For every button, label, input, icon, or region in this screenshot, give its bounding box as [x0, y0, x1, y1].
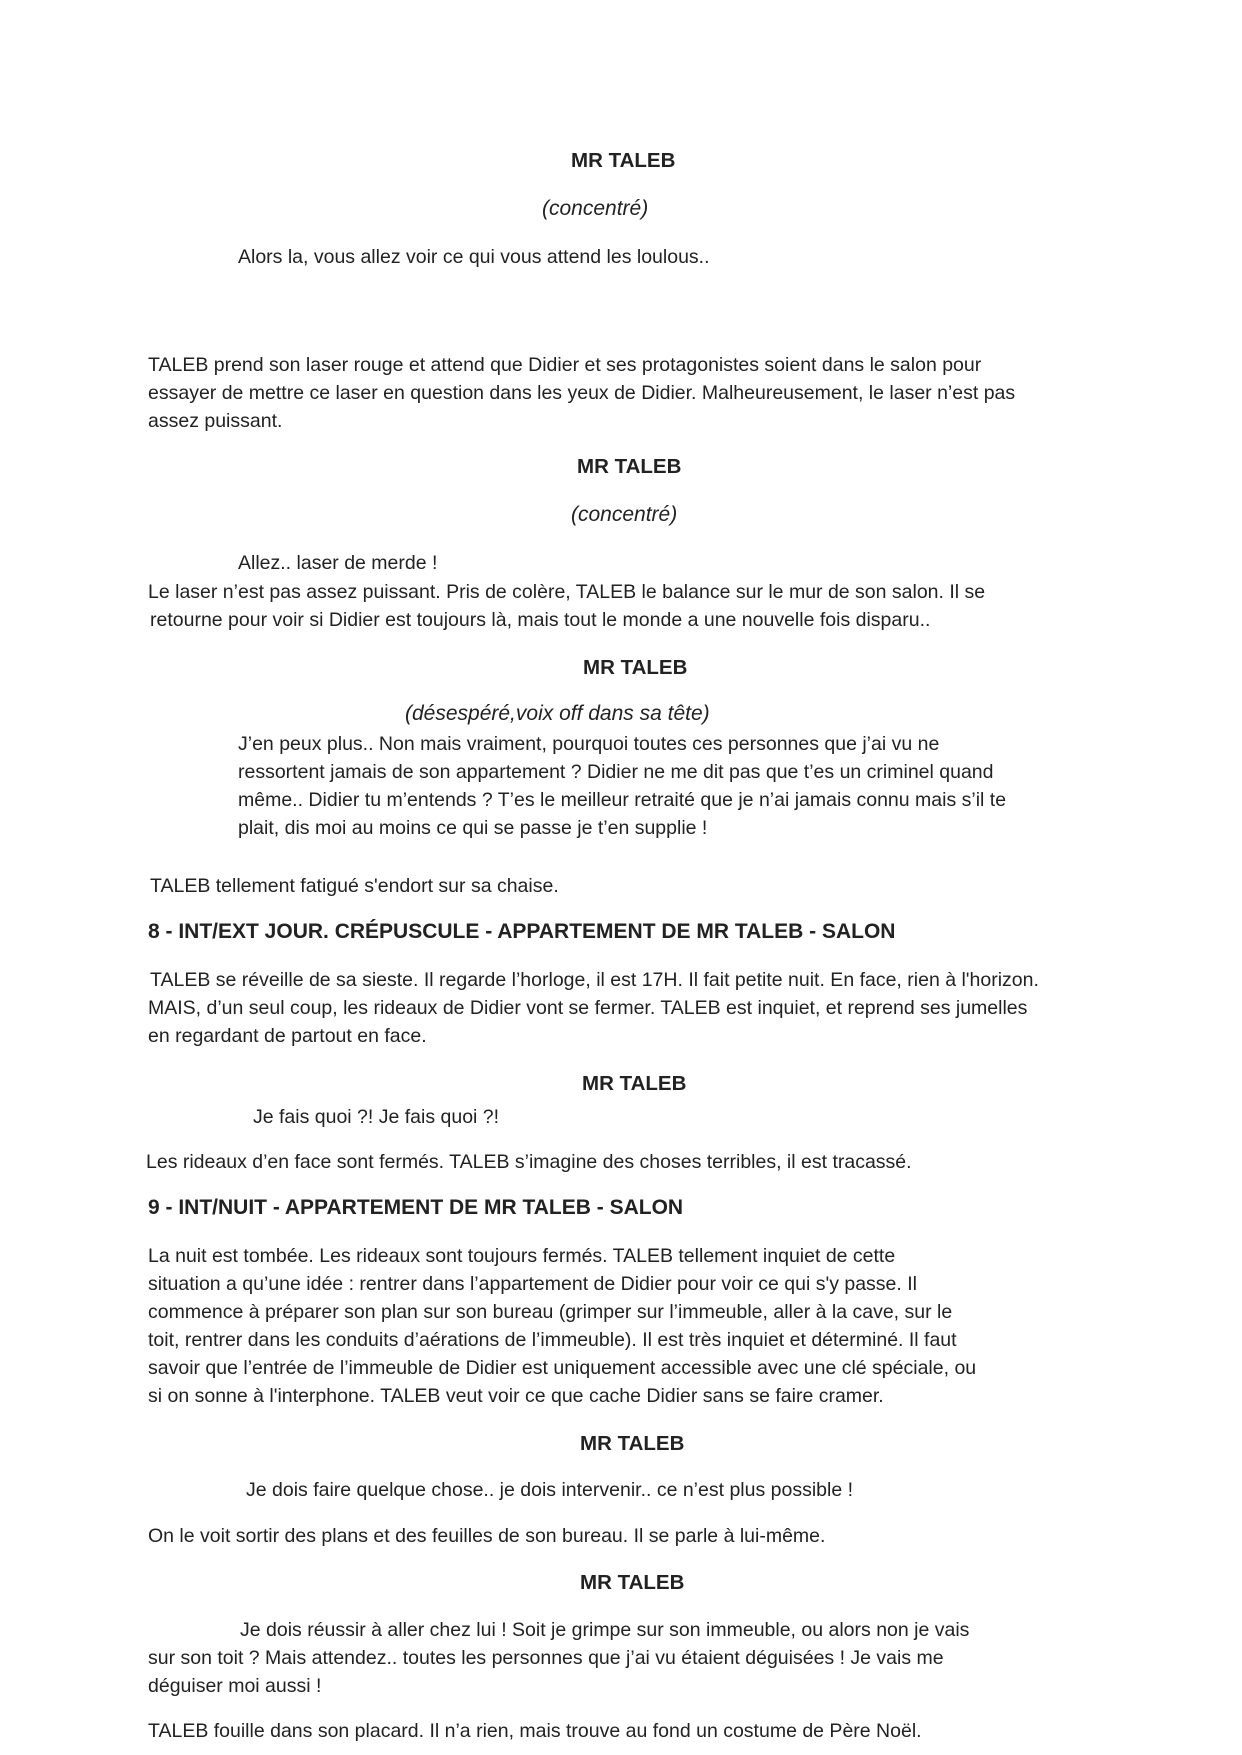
action-line: en regardant de partout en face. — [148, 1025, 427, 1047]
dialogue-line: Je dois réussir à aller chez lui ! Soit je grimpe sur son immeuble, ou alors non je vais — [240, 1619, 970, 1641]
dialogue-line: Je fais quoi ?! Je fais quoi ?! — [253, 1106, 500, 1128]
action-line: On le voit sortir des plans et des feuilles de son bureau. Il se parle à lui-même. — [148, 1525, 826, 1547]
action-line: assez puissant. — [148, 410, 283, 432]
parenthetical: (concentré) — [542, 197, 649, 220]
action-line: situation a qu’une idée : rentrer dans l’appartement de Didier pour voir ce qui s'y passe. Il — [148, 1273, 917, 1295]
character-name: MR TALEB — [571, 149, 676, 172]
dialogue-line: Alors la, vous allez voir ce qui vous attend les loulous.. — [238, 246, 710, 268]
action-line: MAIS, d’un seul coup, les rideaux de Didier vont se fermer. TALEB est inquiet, et reprend ses jumelles — [148, 997, 1028, 1019]
dialogue-line: ressortent jamais de son appartement ? Didier ne me dit pas que t’es un criminel quand — [238, 761, 994, 783]
dialogue-line: déguiser moi aussi ! — [148, 1675, 322, 1697]
action-line: TALEB se réveille de sa sieste. Il regarde l’horloge, il est 17H. Il fait petite nuit. En face, rien à l'horizon. — [150, 969, 1039, 991]
action-line: TALEB tellement fatigué s'endort sur sa chaise. — [150, 875, 559, 897]
action-line: retourne pour voir si Didier est toujours là, mais tout le monde a une nouvelle fois disparu.. — [150, 609, 931, 631]
character-name: MR TALEB — [580, 1571, 685, 1594]
dialogue-line: plait, dis moi au moins ce qui se passe je t’en supplie ! — [238, 817, 708, 839]
action-line: toit, rentrer dans les conduits d’aérations de l’immeuble). Il est très inquiet et déterminé. Il faut — [148, 1329, 957, 1351]
parenthetical: (concentré) — [571, 503, 678, 526]
scene-heading: 8 - INT/EXT JOUR. CRÉPUSCULE - APPARTEMENT DE MR TALEB - SALON — [148, 920, 896, 943]
action-line: TALEB fouille dans son placard. Il n’a rien, mais trouve au fond un costume de Père Noël. — [148, 1720, 922, 1742]
dialogue-line: même.. Didier tu m’entends ? T’es le meilleur retraité que je n’ai jamais connu mais s’il te — [238, 789, 1007, 811]
action-line: essayer de mettre ce laser en question dans les yeux de Didier. Malheureusement, le laser n’est pas — [148, 382, 1016, 404]
action-line: savoir que l’entrée de l’immeuble de Didier est uniquement accessible avec une clé spéciale, ou — [148, 1357, 977, 1379]
action-line: Les rideaux d’en face sont fermés. TALEB s’imagine des choses terribles, il est tracassé. — [146, 1151, 912, 1173]
dialogue-line: Allez.. laser de merde ! — [238, 552, 438, 574]
character-name: MR TALEB — [577, 455, 682, 478]
action-line: si on sonne à l'interphone. TALEB veut voir ce que cache Didier sans se faire cramer. — [148, 1385, 884, 1407]
action-line: Le laser n’est pas assez puissant. Pris de colère, TALEB le balance sur le mur de son salon. Il se — [148, 581, 986, 603]
dialogue-line: sur son toit ? Mais attendez.. toutes les personnes que j’ai vu étaient déguisées ! Je vais me — [148, 1647, 944, 1669]
dialogue-line: Je dois faire quelque chose.. je dois intervenir.. ce n’est plus possible ! — [246, 1479, 854, 1501]
action-line: TALEB prend son laser rouge et attend que Didier et ses protagonistes soient dans le salon pour — [148, 354, 982, 376]
parenthetical: (désespéré,voix off dans sa tête) — [405, 702, 710, 725]
character-name: MR TALEB — [580, 1432, 685, 1455]
character-name: MR TALEB — [583, 656, 688, 679]
dialogue-line: J’en peux plus.. Non mais vraiment, pourquoi toutes ces personnes que j’ai vu ne — [238, 733, 940, 755]
character-name: MR TALEB — [582, 1072, 687, 1095]
action-line: commence à préparer son plan sur son bureau (grimper sur l’immeuble, aller à la cave, sur le — [148, 1301, 953, 1323]
action-line: La nuit est tombée. Les rideaux sont toujours fermés. TALEB tellement inquiet de cette — [148, 1245, 896, 1267]
scene-heading: 9 - INT/NUIT - APPARTEMENT DE MR TALEB - SALON — [148, 1196, 684, 1219]
